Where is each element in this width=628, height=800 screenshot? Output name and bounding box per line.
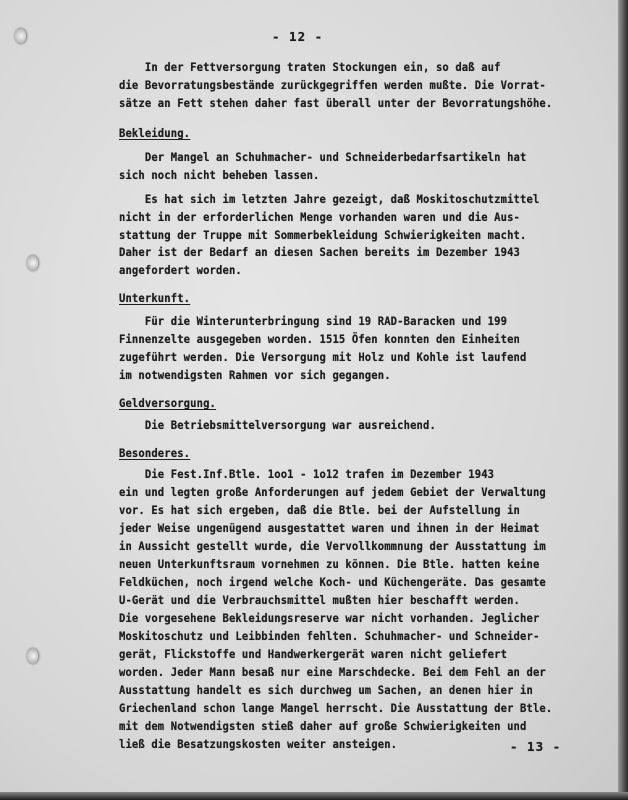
text-line: angefordert worden. bbox=[119, 263, 242, 277]
text-line: vor. Es hat sich ergeben, daß die Btle. bei der Aufstellung in bbox=[119, 503, 521, 517]
section-heading-besonderes: Besonderes. bbox=[119, 446, 191, 460]
text-line: Griechenland schon lange Mangel herrscht. Die Ausstattung der Btle. bbox=[119, 701, 553, 715]
text-line: Feldküchen, noch irgend welche Koch- und Küchengeräte. Das gesamte bbox=[119, 575, 546, 589]
section-heading-unterkunft: Unterkunft. bbox=[119, 291, 191, 305]
text-line: neuen Unterkunftsraum vornehmen zu können. Die Btle. hatten keine bbox=[119, 557, 540, 571]
page-number-top: - 12 - bbox=[272, 29, 324, 44]
text-line: Die Betriebsmittelversorgung war ausreichend. bbox=[119, 418, 436, 432]
text-line: im notwendigsten Rahmen vor sich gegangen. bbox=[119, 368, 391, 382]
punch-hole-top bbox=[14, 28, 26, 44]
text-line: die Bevorratungsbestände zurückgegriffen werden mußte. Die Vorrat- bbox=[119, 78, 546, 92]
text-line: nicht in der erforderlichen Menge vorhanden waren und die Aus- bbox=[119, 210, 521, 224]
text-line: Für die Winterunterbringung sind 19 RAD-Baracken und 199 bbox=[119, 314, 508, 328]
text-line: stattung der Truppe mit Sommerbekleidung Schwierigkeiten macht. bbox=[119, 228, 527, 242]
punch-hole-middle bbox=[26, 255, 38, 271]
punch-hole-bottom bbox=[26, 648, 38, 664]
text-line: gerät, Flickstoffe und Handwerkergerät waren nicht geliefert bbox=[119, 647, 508, 661]
text-line: ließ die Besatzungskosten weiter ansteigen. bbox=[119, 737, 398, 751]
text-line: In der Fettversorgung traten Stockungen ein, so daß auf bbox=[119, 60, 501, 74]
text-line: U-Gerät und die Verbrauchsmittel mußten hier beschafft werden. bbox=[119, 593, 521, 607]
section-heading-bekleidung: Bekleidung. bbox=[119, 126, 191, 140]
text-line: sich noch nicht beheben lassen. bbox=[119, 168, 320, 182]
text-line: Moskitoschutz und Leibbinden fehlten. Schuhmacher- und Schneider- bbox=[119, 629, 540, 643]
text-line: Ausstattung handelt es sich durchweg um Sachen, an denen hier in bbox=[119, 683, 533, 697]
text-line: Die Fest.Inf.Btle. 1oo1 - 1o12 trafen im Dezember 1943 bbox=[119, 467, 495, 481]
text-line: ein und legten große Anforderungen auf jedem Gebiet der Verwaltung bbox=[119, 485, 546, 499]
section-heading-geldversorgung: Geldversorgung. bbox=[119, 396, 217, 410]
scan-edge-bottom bbox=[0, 792, 628, 800]
text-line: Die vorgesehene Bekleidungsreserve war nicht vorhanden. Jeglicher bbox=[119, 611, 540, 625]
text-line: Es hat sich im letzten Jahre gezeigt, daß Moskitoschutzmittel bbox=[119, 192, 540, 206]
text-line: zugeführt werden. Die Versorgung mit Holz und Kohle ist laufend bbox=[119, 350, 527, 364]
text-line: Der Mangel an Schuhmacher- und Schneiderbedarfsartikeln hat bbox=[119, 150, 527, 164]
text-line: mit dem Notwendigsten stieß daher auf große Schwierigkeiten und bbox=[119, 719, 527, 733]
text-line: sätze an Fett stehen daher fast überall unter der Bevorratungshöhe. bbox=[119, 96, 553, 110]
text-line: in Aussicht gestellt wurde, die Vervollkommnung der Ausstattung im bbox=[119, 539, 546, 553]
text-line: Daher ist der Bedarf an diesen Sachen bereits im Dezember 1943 bbox=[119, 245, 521, 259]
scan-edge-right bbox=[618, 0, 628, 800]
page-number-bottom: - 13 - bbox=[510, 739, 562, 754]
text-line: worden. Jeder Mann besaß nur eine Marschdecke. Bei dem Fehl an der bbox=[119, 665, 546, 679]
text-line: jeder Weise ungenügend ausgestattet waren und ihnen in der Heimat bbox=[119, 521, 540, 535]
text-line: Finnenzelte ausgegeben worden. 1515 Öfen konnten den Einheiten bbox=[119, 332, 521, 346]
